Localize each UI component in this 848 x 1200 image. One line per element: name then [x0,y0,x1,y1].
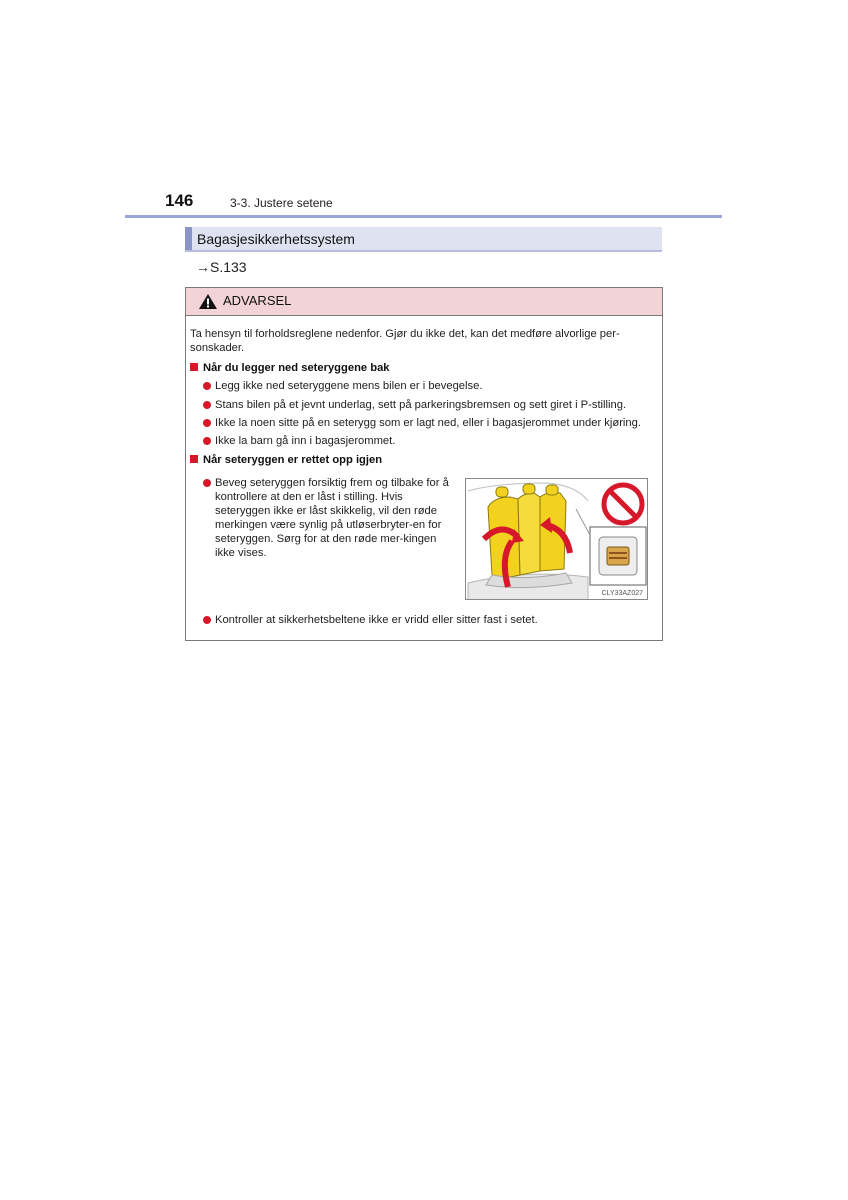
list-item-text: Ikke la noen sitte på en seterygg som er lagt ned, eller i bagasjerommet under kjøring. [215,417,641,429]
page-reference-link[interactable]: →S.133 [196,259,247,275]
list-item-text: Ikke la barn gå inn i bagasjerommet. [215,435,396,447]
red-dot-marker [203,437,211,445]
figure-code: CLY33AZ027 [601,590,643,597]
list-item [203,398,626,412]
condition-heading-raise [190,453,382,467]
seat-illustration [465,478,648,600]
list-item-text: Legg ikke ned seteryggene mens bilen er i bevegelse. [215,380,483,392]
red-dot-marker [203,479,211,487]
warning-intro: Ta hensyn til forholdsreglene nedenfor. Gjør du ikke det, kan det medføre alvorlige per-sonskader. [190,328,620,354]
list-item [203,379,482,393]
warning-triangle-icon [198,293,218,310]
list-item-text: Kontroller at sikkerhetsbeltene ikke er vridd eller sitter fast i setet. [215,614,538,626]
header-rule [125,215,722,218]
list-item-text: Stans bilen på et jevnt underlag, sett på parkeringsbremsen og sett giret i P-stilling. [215,399,627,411]
seat-illustration-drawing [466,479,648,600]
section-title: 3-3. Justere setene [230,196,333,210]
subsection-title: Bagasjesikkerhetssystem [197,231,355,247]
red-dot-marker [203,419,211,427]
red-square-marker [190,455,198,463]
red-square-marker [190,363,198,371]
subsection-heading [185,227,662,252]
warning-header [186,288,662,316]
red-dot-marker [203,382,211,390]
condition-title: Når du legger ned seteryggene bak [203,362,390,374]
page-number: 146 [165,191,194,210]
warning-title: ADVARSEL [223,293,292,308]
list-item [203,416,641,430]
warning-box [185,287,663,641]
condition-heading-fold [190,361,390,375]
list-item [203,434,395,448]
subsection-accent [185,227,192,250]
red-dot-marker [203,401,211,409]
list-item [203,476,455,560]
list-item-text: Beveg seteryggen forsiktig frem og tilbake for å kontrollere at den er låst i stilling. Hvis seteryggen ikke er låst skikkelig, vil den røde merkingen være synlig på utløserbryter-en for seteryggen. Sørg for at den røde mer-kingen ikke vises. [215,477,449,559]
condition-title: Når seteryggen er rettet opp igjen [203,454,383,466]
red-dot-marker [203,616,211,624]
list-item [203,613,538,627]
